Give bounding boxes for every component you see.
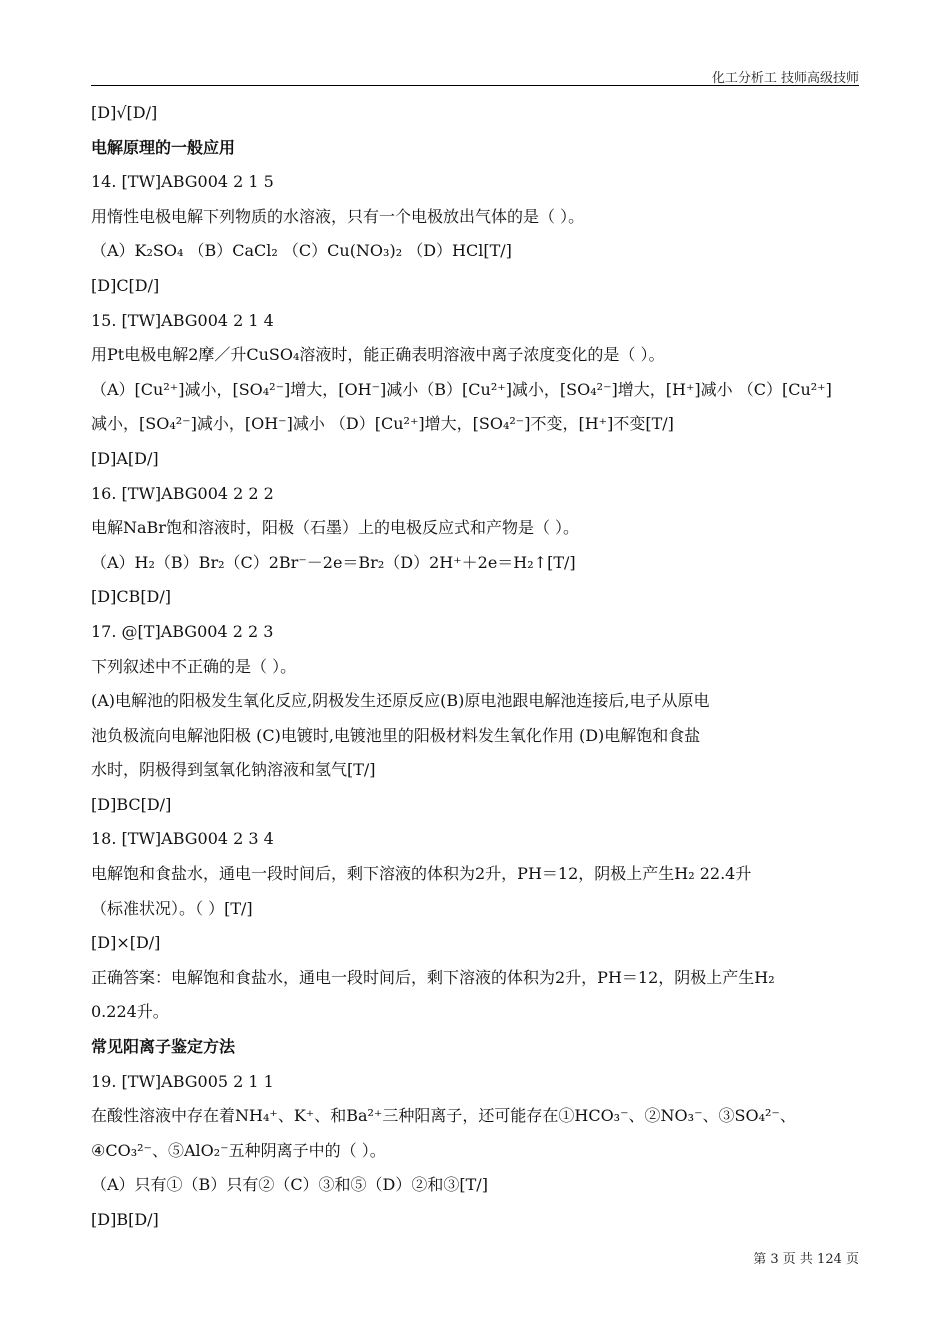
text-line: （A）[Cu²⁺]减小，[SO₄²⁻]增大，[OH⁻]减小（B）[Cu²⁺]减小，[SO₄²⁻]增大，[H⁺]减小 （C）[Cu²⁺]	[91, 379, 832, 399]
text-line: [D]BC[D/]	[91, 794, 172, 814]
text-line: 用惰性电极电解下列物质的水溶液，只有一个电极放出气体的是（ ）。	[91, 206, 585, 226]
text-line: 0.224升。	[91, 1002, 169, 1022]
text-line: [D]CB[D/]	[91, 587, 172, 607]
header-title: 化工分析工 技师高级技师	[711, 71, 859, 86]
text-line: 用Pt电极电解2摩／升CuSO₄溶液时，能正确表明溶液中离子浓度变化的是（ ）。	[91, 345, 665, 365]
text-line: 在酸性溶液中存在着NH₄⁺、K⁺、和Ba²⁺三种阳离子，还可能存在①HCO₃⁻、②NO₃⁻、③SO₄²⁻、	[91, 1106, 796, 1126]
text-line: 15. [TW]ABG004 2 1 4	[91, 310, 274, 330]
section-heading: 常见阳离子鉴定方法	[91, 1037, 236, 1057]
text-line: （A）只有①（B）只有②（C）③和⑤（D）②和③[T/]	[91, 1175, 488, 1195]
text-line: [D]×[D/]	[91, 933, 161, 953]
text-line: [D]A[D/]	[91, 448, 159, 468]
text-line: [D]C[D/]	[91, 275, 160, 295]
page-number: 第 3 页 共 124 页	[753, 1252, 859, 1267]
text-line: 下列叙述中不正确的是（ ）。	[91, 656, 297, 676]
text-line: （A）K₂SO₄ （B）CaCl₂ （C）Cu(NO₃)₂ （D）HCl[T/]	[91, 241, 512, 261]
text-line: 减小，[SO₄²⁻]减小，[OH⁻]减小 （D）[Cu²⁺]增大，[SO₄²⁻]不变，[H⁺]不变[T/]	[91, 414, 674, 434]
text-line: 17. @[T]ABG004 2 2 3	[91, 621, 274, 641]
text-line: 电解NaBr饱和溶液时，阳极（石墨）上的电极反应式和产物是（ ）。	[91, 518, 580, 538]
text-line: 电解饱和食盐水，通电一段时间后，剩下溶液的体积为2升，PH＝12，阴极上产生H₂ 22.4升	[91, 864, 752, 884]
text-line: ④CO₃²⁻、⑤AlO₂⁻五种阴离子中的（ ）。	[91, 1140, 386, 1160]
text-line: 水时，阴极得到氢氧化钠溶液和氢气[T/]	[91, 760, 376, 780]
section-heading: 电解原理的一般应用	[91, 137, 236, 157]
text-line: 池负极流向电解池阳极 (C)电镀时,电镀池里的阳极材料发生氧化作用 (D)电解饱和食盐	[91, 725, 701, 745]
text-line: (A)电解池的阳极发生氧化反应,阴极发生还原反应(B)原电池跟电解池连接后,电子从原电	[91, 691, 710, 711]
text-line: 14. [TW]ABG004 2 1 5	[91, 172, 274, 192]
text-line: [D]√[D/]	[91, 103, 158, 122]
header-divider	[91, 85, 859, 86]
document-body	[91, 96, 861, 1238]
text-line: [D]B[D/]	[91, 1210, 159, 1229]
text-line: 16. [TW]ABG004 2 2 2	[91, 483, 274, 503]
text-line: （标准状况）。（ ）[T/]	[91, 898, 253, 918]
text-line: 19. [TW]ABG005 2 1 1	[91, 1071, 274, 1091]
text-line: （A）H₂（B）Br₂（C）2Br⁻－2e＝Br₂（D）2H⁺＋2e＝H₂↑[T/]	[91, 552, 576, 572]
text-line: 18. [TW]ABG004 2 3 4	[91, 829, 274, 849]
text-line: 正确答案：电解饱和食盐水，通电一段时间后，剩下溶液的体积为2升，PH＝12，阴极上产生H₂	[91, 967, 775, 987]
